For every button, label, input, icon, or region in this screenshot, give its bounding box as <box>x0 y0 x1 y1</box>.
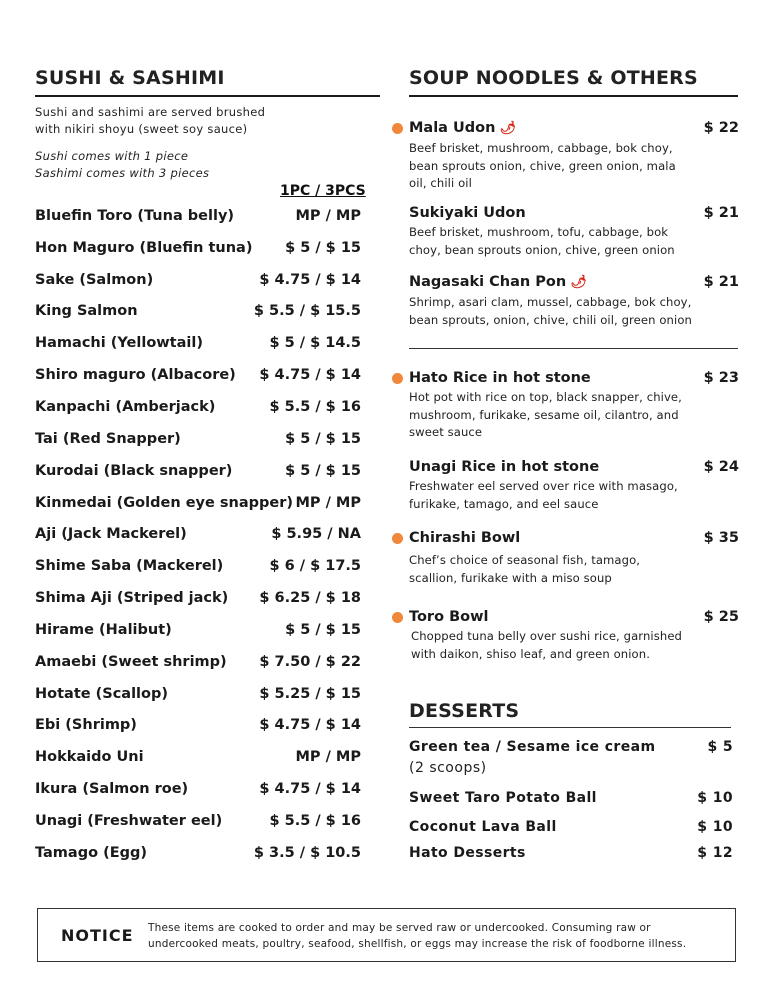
item-header <box>409 119 739 138</box>
item-description <box>409 224 739 259</box>
item-name: Shiro maguro (Albacore) <box>35 367 236 384</box>
sushi-item <box>35 550 361 582</box>
item-name: Kanpachi (Amberjack) <box>35 398 216 415</box>
soup-heading-rule <box>409 95 738 97</box>
sushi-item <box>35 773 361 805</box>
sushi-item <box>35 741 361 773</box>
sushi-item <box>35 487 361 519</box>
item-name: Kurodai (Black snapper) <box>35 462 233 479</box>
item-name: Ikura (Salmon roe) <box>35 781 189 798</box>
item-description <box>409 294 739 329</box>
notice-text <box>148 921 728 952</box>
item-header <box>409 369 739 387</box>
menu-item <box>409 529 739 587</box>
item-price: $ 5 <box>707 739 733 755</box>
item-name: Hokkaido Uni <box>35 749 144 766</box>
sushi-item <box>35 614 361 646</box>
sushi-item <box>35 455 361 487</box>
sushi-item <box>35 423 361 455</box>
item-name: Hon Maguro (Bluefin tuna) <box>35 239 253 256</box>
desc-line: mushroom, furikake, sesame oil, cilantro, and <box>409 407 679 422</box>
sushi-note-line: Sashimi comes with 3 pieces <box>35 166 210 180</box>
sushi-item <box>35 678 361 710</box>
menu-item <box>409 458 739 513</box>
item-name: Unagi Rice in hot stone <box>409 459 600 475</box>
item-price: $ 5 / $ 15 <box>285 621 361 638</box>
item-price: $ 5 / $ 14.5 <box>269 335 361 352</box>
menu-item <box>409 273 739 329</box>
sushi-item <box>35 582 361 614</box>
item-price: $ 5.5 / $ 15.5 <box>253 303 361 320</box>
item-name: Sweet Taro Potato Ball <box>409 790 597 806</box>
notice-box <box>37 908 736 962</box>
sushi-item <box>35 200 361 232</box>
sushi-item <box>35 646 361 678</box>
item-name: Ebi (Shrimp) <box>35 717 137 734</box>
desc-line: Hot pot with rice on top, black snapper, chive, <box>409 390 682 404</box>
item-price: $ 21 <box>703 274 739 290</box>
item-description <box>409 389 739 442</box>
item-title <box>409 119 516 138</box>
orange-dot-icon <box>392 612 403 623</box>
sushi-item <box>35 327 361 359</box>
desc-line: choy, bean sprouts onion, chive, green onion <box>409 242 675 257</box>
item-name: Hato Rice in hot stone <box>409 370 591 386</box>
sushi-item <box>35 391 361 423</box>
item-name: Aji (Jack Mackerel) <box>35 526 187 543</box>
item-description <box>409 552 739 587</box>
desc-line: with daikon, shiso leaf, and green onion. <box>411 646 650 661</box>
item-header <box>409 204 739 222</box>
dessert-item <box>409 845 733 861</box>
item-description <box>409 478 739 513</box>
item-name: Unagi (Freshwater eel) <box>35 812 223 829</box>
item-header <box>409 273 739 292</box>
desc-line: Chef’s choice of seasonal fish, tamago, <box>409 553 641 567</box>
sushi-note-line: Sushi comes with 1 piece <box>35 149 189 163</box>
item-title <box>409 273 587 292</box>
item-price: $ 25 <box>703 609 739 625</box>
menu-item <box>409 119 739 193</box>
item-price: $ 5 / $ 15 <box>285 462 361 479</box>
notice-line: undercooked meats, poultry, seafood, shellfish, or eggs may increase the risk of foodborne illness. <box>148 937 687 950</box>
soup-heading: SOUP NOODLES & OTHERS <box>409 67 698 89</box>
item-name: Sake (Salmon) <box>35 271 154 288</box>
desc-line: Shrimp, asari clam, mussel, cabbage, bok choy, <box>409 295 692 309</box>
sushi-intro-line: Sushi and sashimi are served brushed <box>35 105 266 119</box>
desc-line: bean sprouts onion, chive, green onion, mala <box>409 158 676 173</box>
desc-line: oil, chili oil <box>409 176 472 190</box>
item-name: Amaebi (Sweet shrimp) <box>35 653 227 670</box>
item-price: $ 24 <box>703 459 739 475</box>
dessert-item <box>409 819 733 835</box>
dessert-item <box>409 739 733 755</box>
sushi-item <box>35 359 361 391</box>
item-price: $ 5.25 / $ 15 <box>259 685 361 702</box>
orange-dot-icon <box>392 123 403 134</box>
item-name: King Salmon <box>35 303 138 320</box>
notice-line: These items are cooked to order and may be served raw or undercooked. Consuming raw or <box>148 922 651 934</box>
item-price: $ 10 <box>697 790 733 806</box>
sushi-item <box>35 518 361 550</box>
desc-line: sweet sauce <box>409 425 483 439</box>
item-name: Toro Bowl <box>409 609 489 625</box>
dessert-item <box>409 790 733 806</box>
desserts-heading: DESSERTS <box>409 700 520 722</box>
item-description <box>411 628 739 663</box>
item-name: Tamago (Egg) <box>35 844 148 861</box>
sushi-note <box>35 148 209 182</box>
desserts-heading-rule <box>409 727 731 728</box>
desc-line: Chopped tuna belly over sushi rice, garnished <box>411 629 683 643</box>
sushi-item <box>35 264 361 296</box>
item-price: $ 4.75 / $ 14 <box>259 717 361 734</box>
item-name: Hotate (Scallop) <box>35 685 168 702</box>
item-name: Coconut Lava Ball <box>409 819 557 835</box>
item-name: Hirame (Halibut) <box>35 621 172 638</box>
sushi-item <box>35 232 361 264</box>
desc-line: Beef brisket, mushroom, cabbage, bok choy, <box>409 141 673 155</box>
desc-line: furikake, tamago, and eel sauce <box>409 496 599 511</box>
notice-label: NOTICE <box>61 926 134 945</box>
item-name: Hato Desserts <box>409 845 526 861</box>
item-name: Bluefin Toro (Tuna belly) <box>35 207 235 224</box>
item-price: $ 6.25 / $ 18 <box>259 590 361 607</box>
item-name: Shime Saba (Mackerel) <box>35 558 224 575</box>
sushi-item <box>35 710 361 742</box>
item-price: $ 4.75 / $ 14 <box>259 271 361 288</box>
item-price: $ 4.75 / $ 14 <box>259 367 361 384</box>
chili-pepper-icon: 🌶 <box>499 121 516 136</box>
item-price: $ 4.75 / $ 14 <box>259 781 361 798</box>
sushi-intro <box>35 104 265 138</box>
item-name: Mala Udon <box>409 120 496 136</box>
item-name: Kinmedai (Golden eye snapper) <box>35 494 293 511</box>
item-price: $ 3.5 / $ 10.5 <box>253 844 361 861</box>
item-price: MP / MP <box>295 494 361 511</box>
item-name: Nagasaki Chan Pon <box>409 274 567 290</box>
item-price: $ 5 / $ 15 <box>285 430 361 447</box>
item-price: MP / MP <box>295 749 361 766</box>
sushi-item <box>35 805 361 837</box>
dessert-subtitle: (2 scoops) <box>409 760 487 776</box>
item-name: Hamachi (Yellowtail) <box>35 335 203 352</box>
item-price: $ 5.95 / NA <box>271 526 361 543</box>
item-name: Sukiyaki Udon <box>409 205 526 221</box>
item-price: $ 21 <box>703 205 739 221</box>
item-price: $ 7.50 / $ 22 <box>259 653 361 670</box>
item-name: Chirashi Bowl <box>409 530 521 546</box>
item-price: $ 5.5 / $ 16 <box>269 398 361 415</box>
sushi-item <box>35 837 361 869</box>
item-price: $ 6 / $ 17.5 <box>269 558 361 575</box>
item-price: $ 23 <box>703 370 739 386</box>
orange-dot-icon <box>392 533 403 544</box>
item-name: Tai (Red Snapper) <box>35 430 181 447</box>
item-price: $ 22 <box>703 120 739 136</box>
item-price: MP / MP <box>295 207 361 224</box>
item-description <box>409 140 739 193</box>
desc-line: scallion, furikake with a miso soup <box>409 570 612 585</box>
sushi-column-header: 1PC / 3PCS <box>280 183 366 199</box>
item-price: $ 12 <box>697 845 733 861</box>
menu-item <box>409 608 739 663</box>
orange-dot-icon <box>392 373 403 384</box>
item-price: $ 10 <box>697 819 733 835</box>
menu-item <box>409 369 739 442</box>
chili-pepper-icon: 🌶 <box>570 275 587 290</box>
sushi-list <box>35 200 361 869</box>
section-divider <box>409 348 738 349</box>
item-header <box>409 608 739 626</box>
item-price: $ 35 <box>703 530 739 546</box>
sushi-item <box>35 296 361 328</box>
item-price: $ 5 / $ 15 <box>285 239 361 256</box>
desc-line: Beef brisket, mushroom, tofu, cabbage, bok <box>409 225 669 239</box>
menu-item <box>409 204 739 259</box>
sushi-heading: SUSHI & SASHIMI <box>35 67 225 89</box>
sushi-intro-line: with nikiri shoyu (sweet soy sauce) <box>35 122 248 136</box>
item-name: Shima Aji (Striped jack) <box>35 590 229 607</box>
item-header <box>409 458 739 476</box>
item-price: $ 5.5 / $ 16 <box>269 812 361 829</box>
sushi-heading-rule <box>35 95 380 97</box>
desc-line: Freshwater eel served over rice with masago, <box>409 479 678 493</box>
item-name: Green tea / Sesame ice cream <box>409 739 656 755</box>
item-header <box>409 529 739 547</box>
desc-line: bean sprouts, onion, chive, chili oil, green onion <box>409 312 692 327</box>
